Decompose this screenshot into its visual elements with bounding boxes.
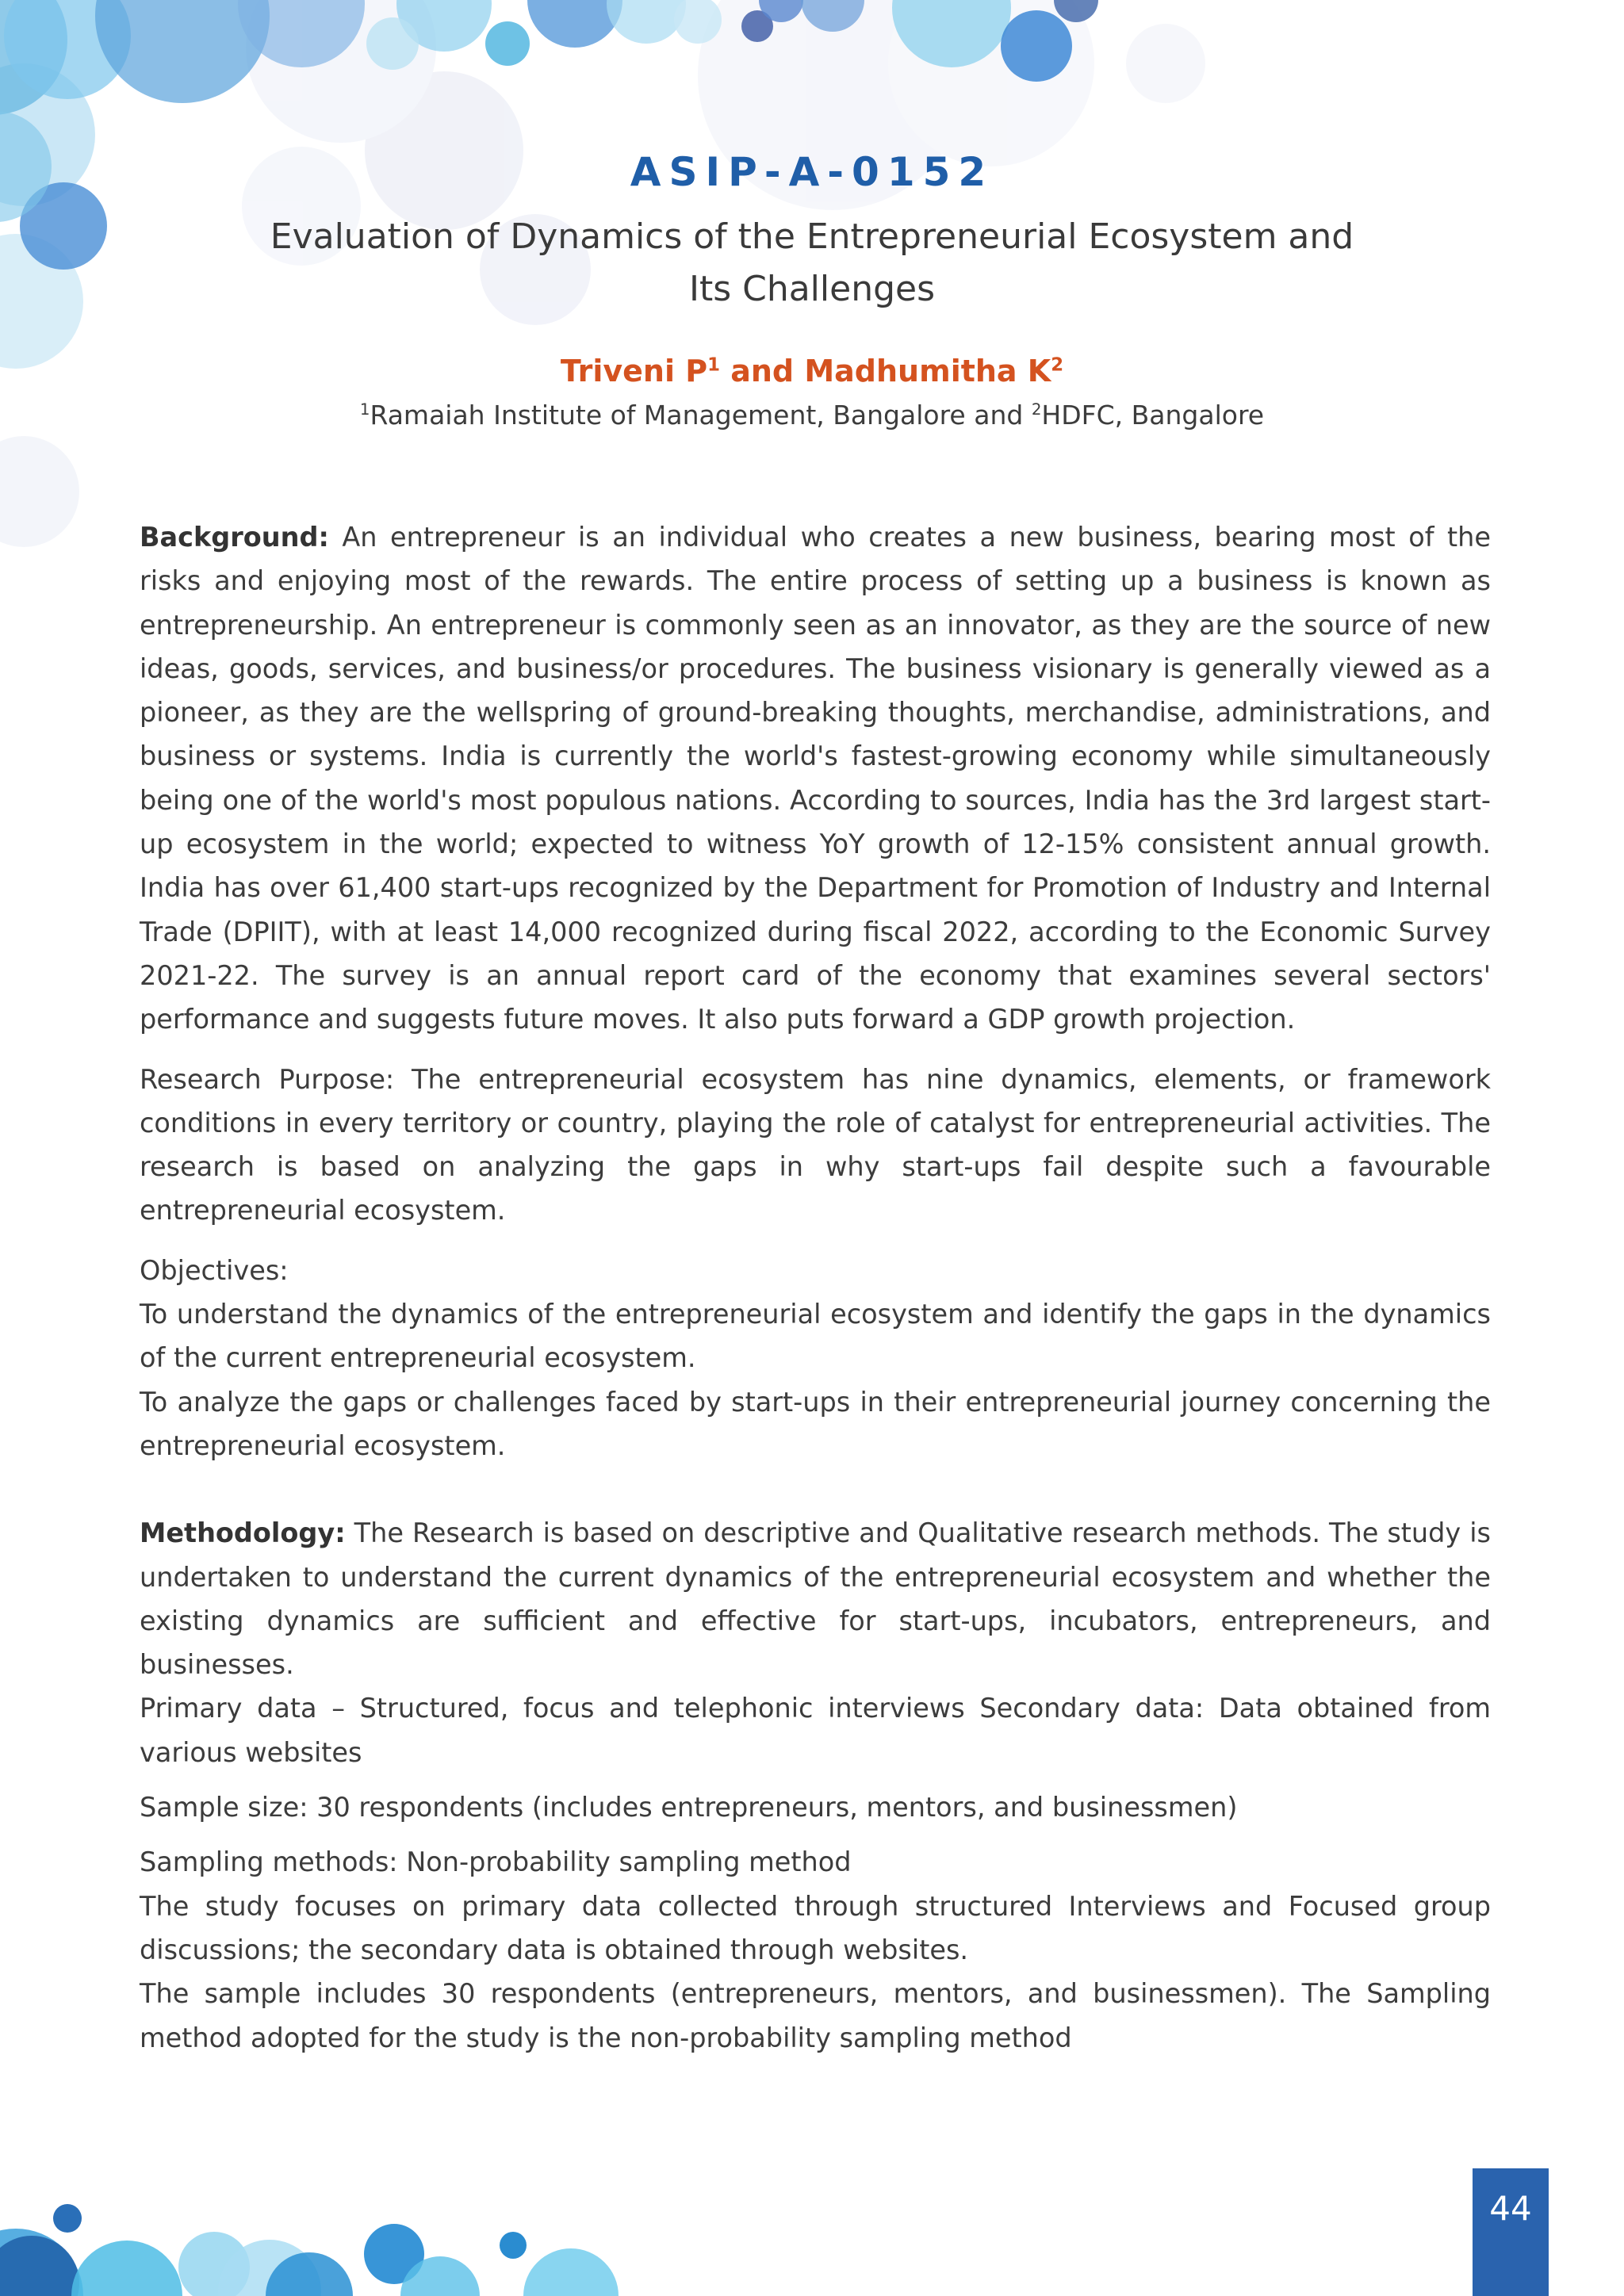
objective-2: To analyze the gaps or challenges faced by start-ups in their entrepreneurial journey concerning the entrepreneurial ecosystem. bbox=[140, 1386, 1491, 1461]
abstract-title bbox=[206, 211, 1418, 316]
objectives-label: Objectives: bbox=[140, 1254, 289, 1286]
study-focus-paragraph: The study focuses on primary data collected through structured Interviews and Focused group discussions; the secondary data is obtained through websites. bbox=[140, 1890, 1491, 1965]
background-label: Background: bbox=[140, 522, 329, 553]
affiliation-1-mark: 1 bbox=[359, 400, 370, 419]
background-text: An entrepreneur is an individual who creates a new business, bearing most of the risks and enjoying most of the rewards. The entire process of setting up a business is known as entrepreneurship. An entrepreneur is commonly seen as an innovator, as they are the source of new ideas, goods, services, and business/or procedures. The business visionary is generally viewed as a pioneer, as they are the wellspring of ground-breaking thoughts, merchandise, administrations, and business or systems. India is currently the world's fastest-growing economy while simultaneously being one of the world's most populous nations. According to sources, India has the 3rd largest start-up ecosystem in the world; expected to witness YoY growth of 12-15% consistent annual growth. India has over 61,400 start-ups recognized by the Department for Promotion of Industry and Internal Trade (DPIIT), with at least 14,000 recognized during fiscal 2022, according to the Economic Survey 2021-22. The survey is an annual report card of the economy that examines several sectors' performance and suggests future moves. It also puts forward a GDP growth projection. bbox=[140, 522, 1491, 1035]
author-1: Triveni P bbox=[560, 354, 708, 388]
affiliations bbox=[0, 400, 1624, 430]
methodology-label: Methodology: bbox=[140, 1517, 346, 1549]
sample-includes-paragraph: The sample includes 30 respondents (entrepreneurs, mentors, and businessmen). The Sampling method adopted for the study is the non-probability sampling method bbox=[140, 1978, 1491, 2053]
background-paragraph bbox=[140, 515, 1491, 1042]
affiliation-2-mark: 2 bbox=[1031, 400, 1042, 419]
page-number-badge: 44 bbox=[1473, 2168, 1549, 2296]
objective-1: To understand the dynamics of the entrepreneurial ecosystem and identify the gaps in the dynamics of the current entrepreneurial ecosystem. bbox=[140, 1299, 1491, 1374]
primary-data-paragraph: Primary data – Structured, focus and telephonic interviews Secondary data: Data obtained from various websites bbox=[140, 1693, 1491, 1768]
methodology-paragraph bbox=[140, 1511, 1491, 1686]
affiliation-2: HDFC, Bangalore bbox=[1041, 400, 1265, 430]
authors bbox=[0, 354, 1624, 388]
title-line-1: Evaluation of Dynamics of the Entrepreneurial Ecosystem and bbox=[270, 216, 1354, 257]
title-line-2: Its Challenges bbox=[688, 269, 936, 309]
abstract-body bbox=[140, 515, 1491, 2060]
affiliation-1: Ramaiah Institute of Management, Bangalore and bbox=[370, 400, 1032, 430]
methodology-text: The Research is based on descriptive and Qualitative research methods. The study is undertaken to understand the current dynamics of the entrepreneurial ecosystem and whether the existing dynamics are sufficient and effective for start-ups, incubators, entrepreneurs, and businesses. bbox=[140, 1517, 1491, 1681]
sampling-methods: Sampling methods: Non-probability sampling method bbox=[140, 1846, 852, 1878]
author-1-affiliation-mark: 1 bbox=[707, 354, 720, 376]
abstract-code: ASIP-A-0152 bbox=[630, 149, 994, 195]
sample-size: Sample size: 30 respondents (includes entrepreneurs, mentors, and businessmen) bbox=[140, 1792, 1238, 1823]
author-separator: and bbox=[719, 354, 805, 388]
author-2: Madhumitha K bbox=[804, 354, 1051, 388]
research-purpose-paragraph: Research Purpose: The entrepreneurial ecosystem has nine dynamics, elements, or framework conditions in every territory or country, playing the role of catalyst for entrepreneurial activities. The research is based on analyzing the gaps in why start-ups fail despite such a favourable entrepreneurial ecosystem. bbox=[140, 1063, 1491, 1226]
author-2-affiliation-mark: 2 bbox=[1051, 354, 1064, 376]
